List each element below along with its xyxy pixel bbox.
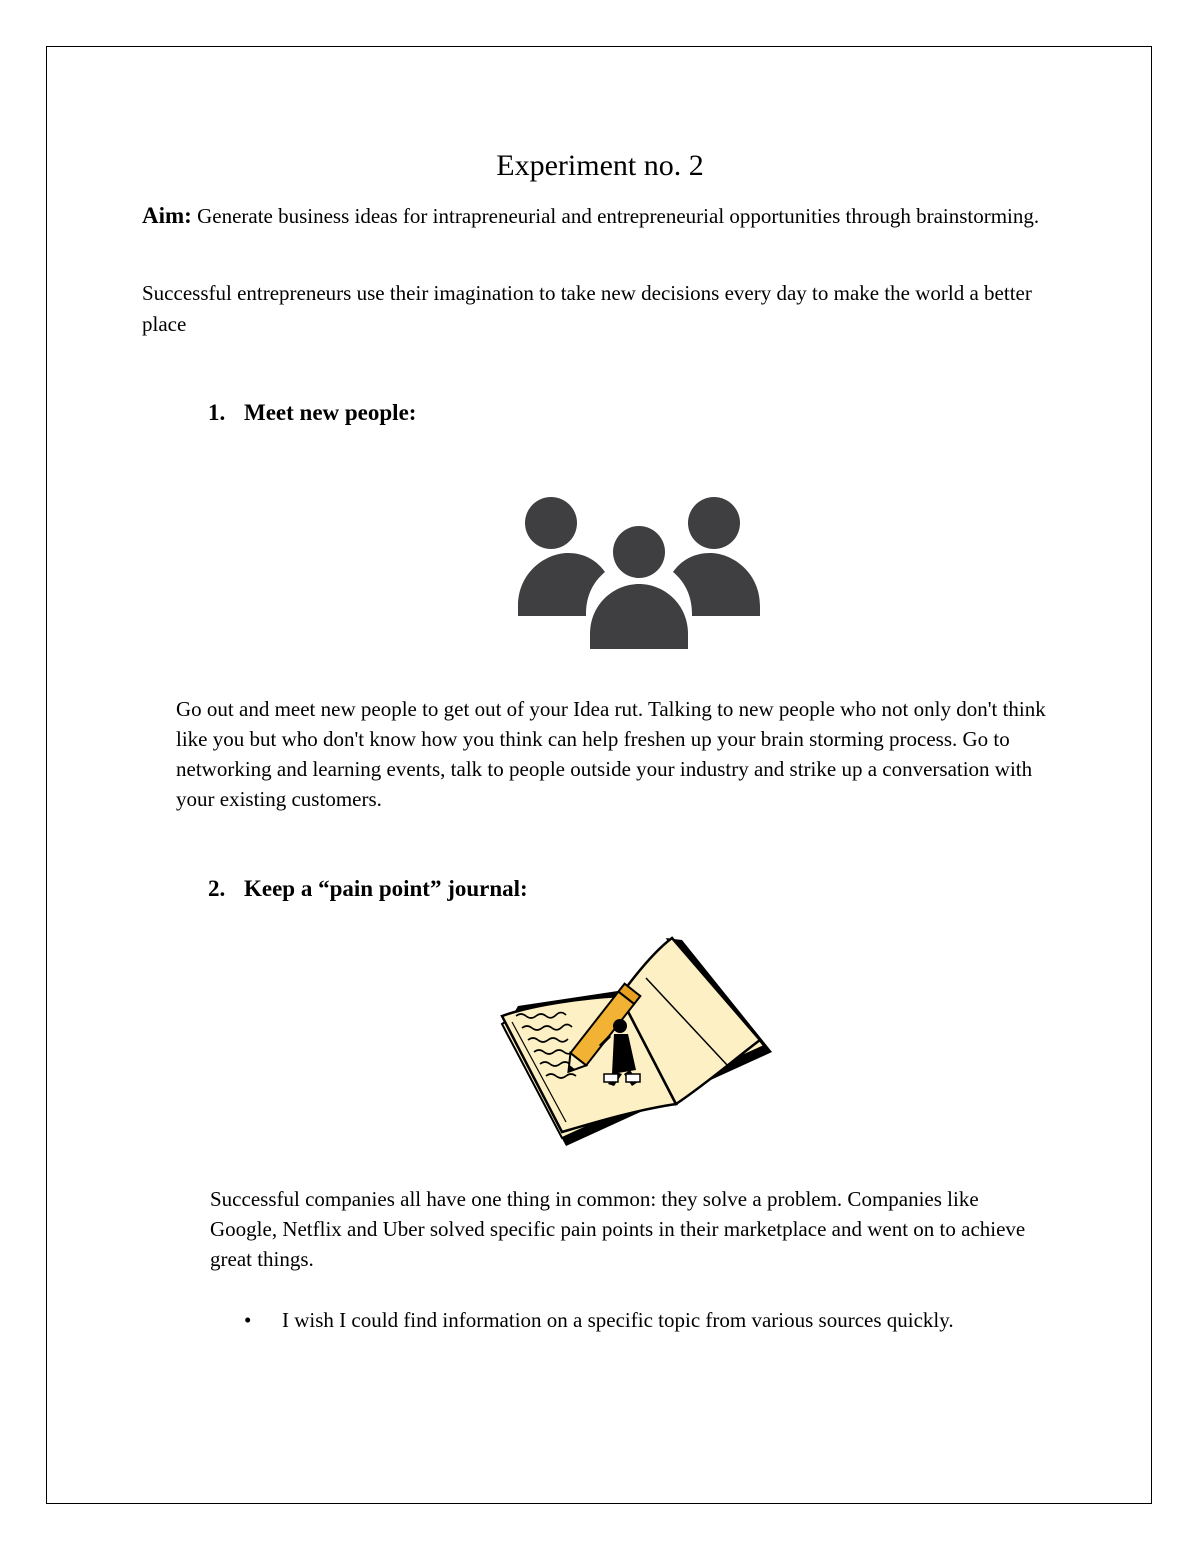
bullet-item — [244, 1305, 954, 1335]
section-number: 1. — [208, 400, 226, 425]
bullet-text: I wish I could find information on a specific topic from various sources quickly. — [282, 1308, 954, 1332]
section-body-pain-point-journal: Successful companies all have one thing in common: they solve a problem. Companies like Google, Netflix and Uber solved specific pain points in their marketplace and went on to achieve great things. — [210, 1187, 1026, 1271]
aim-label: Aim: — [142, 203, 192, 228]
section-heading-text: Keep a “pain point” journal: — [244, 876, 528, 901]
section-heading-meet-new-people — [208, 398, 416, 428]
aim-text: Generate business ideas for intrapreneurial and entrepreneurial opportunities through brainstorming. — [191, 204, 1040, 228]
section-heading-pain-point-journal — [208, 874, 528, 904]
section-heading-text: Meet new people: — [244, 400, 417, 425]
section-body-meet-new-people: Go out and meet new people to get out of your Idea rut. Talking to new people who not only don't think like you but who don't know how you think can help freshen up your brain storming process. Go to networking and learning events, talk to people outside your industry and strike up a conversation with your existing customers. — [176, 697, 1046, 811]
open-journal-icon — [496, 934, 776, 1150]
people-group-icon — [516, 496, 762, 652]
bullet-dot-icon: • — [244, 1308, 252, 1332]
aim-paragraph — [142, 200, 1042, 232]
intro-paragraph: Successful entrepreneurs use their imagination to take new decisions every day to make the world a better place — [142, 281, 1032, 336]
page-title: Experiment no. 2 — [496, 149, 704, 182]
section-number: 2. — [208, 876, 226, 901]
